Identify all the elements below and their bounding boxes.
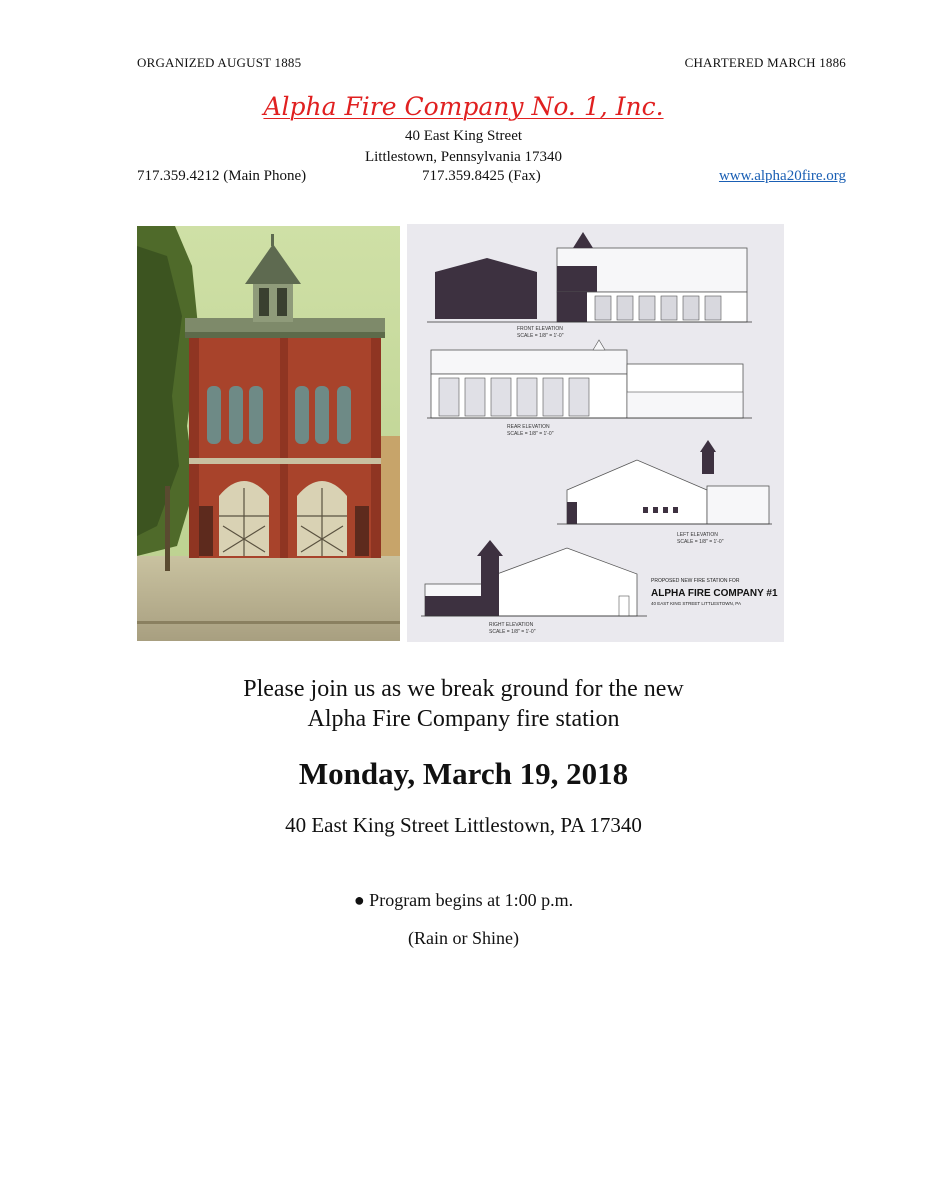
plan-company-text: ALPHA FIRE COMPANY #1 — [651, 588, 778, 599]
chartered-date: CHARTERED MARCH 1886 — [684, 55, 846, 70]
main-phone: 717.359.4212 (Main Phone) — [137, 168, 307, 184]
front-elevation-scale: SCALE = 1/8" = 1'-0" — [517, 333, 564, 339]
organization-name: Alpha Fire Company No. 1, Inc. — [263, 92, 664, 121]
organized-date: ORGANIZED AUGUST 1885 — [137, 55, 302, 70]
plan-proposed-text: PROPOSED NEW FIRE STATION FOR — [651, 578, 740, 584]
event-location: 40 East King Street Littlestown, PA 17340 — [285, 813, 642, 837]
left-elevation-scale: SCALE = 1/8" = 1'-0" — [677, 539, 724, 545]
left-elevation-label: LEFT ELEVATION — [677, 532, 718, 538]
weather-note: (Rain or Shine) — [408, 928, 519, 948]
fax-number: 717.359.8425 (Fax) — [422, 168, 541, 184]
invite-line-1: Please join us as we break ground for the new — [243, 676, 684, 702]
address-street: 40 East King Street — [404, 128, 523, 144]
proposed-station-elevations — [407, 224, 784, 642]
plan-address-text: 40 EAST KING STREET LITTLESTOWN, PA — [651, 601, 741, 606]
event-date: Monday, March 19, 2018 — [298, 756, 629, 791]
website-link[interactable]: www.alpha20fire.org — [718, 168, 846, 184]
invite-line-2: Alpha Fire Company fire station — [307, 706, 620, 732]
address-city: Littlestown, Pennsylvania 17340 — [364, 149, 563, 165]
right-elevation-scale: SCALE = 1/8" = 1'-0" — [489, 629, 536, 635]
historic-firehouse-photo — [137, 226, 400, 641]
program-start-time: ● Program begins at 1:00 p.m. — [353, 890, 574, 910]
rear-elevation-label: REAR ELEVATION — [507, 424, 550, 430]
right-elevation-label: RIGHT ELEVATION — [489, 622, 534, 628]
front-elevation-label: FRONT ELEVATION — [517, 326, 563, 332]
rear-elevation-scale: SCALE = 1/8" = 1'-0" — [507, 431, 554, 437]
